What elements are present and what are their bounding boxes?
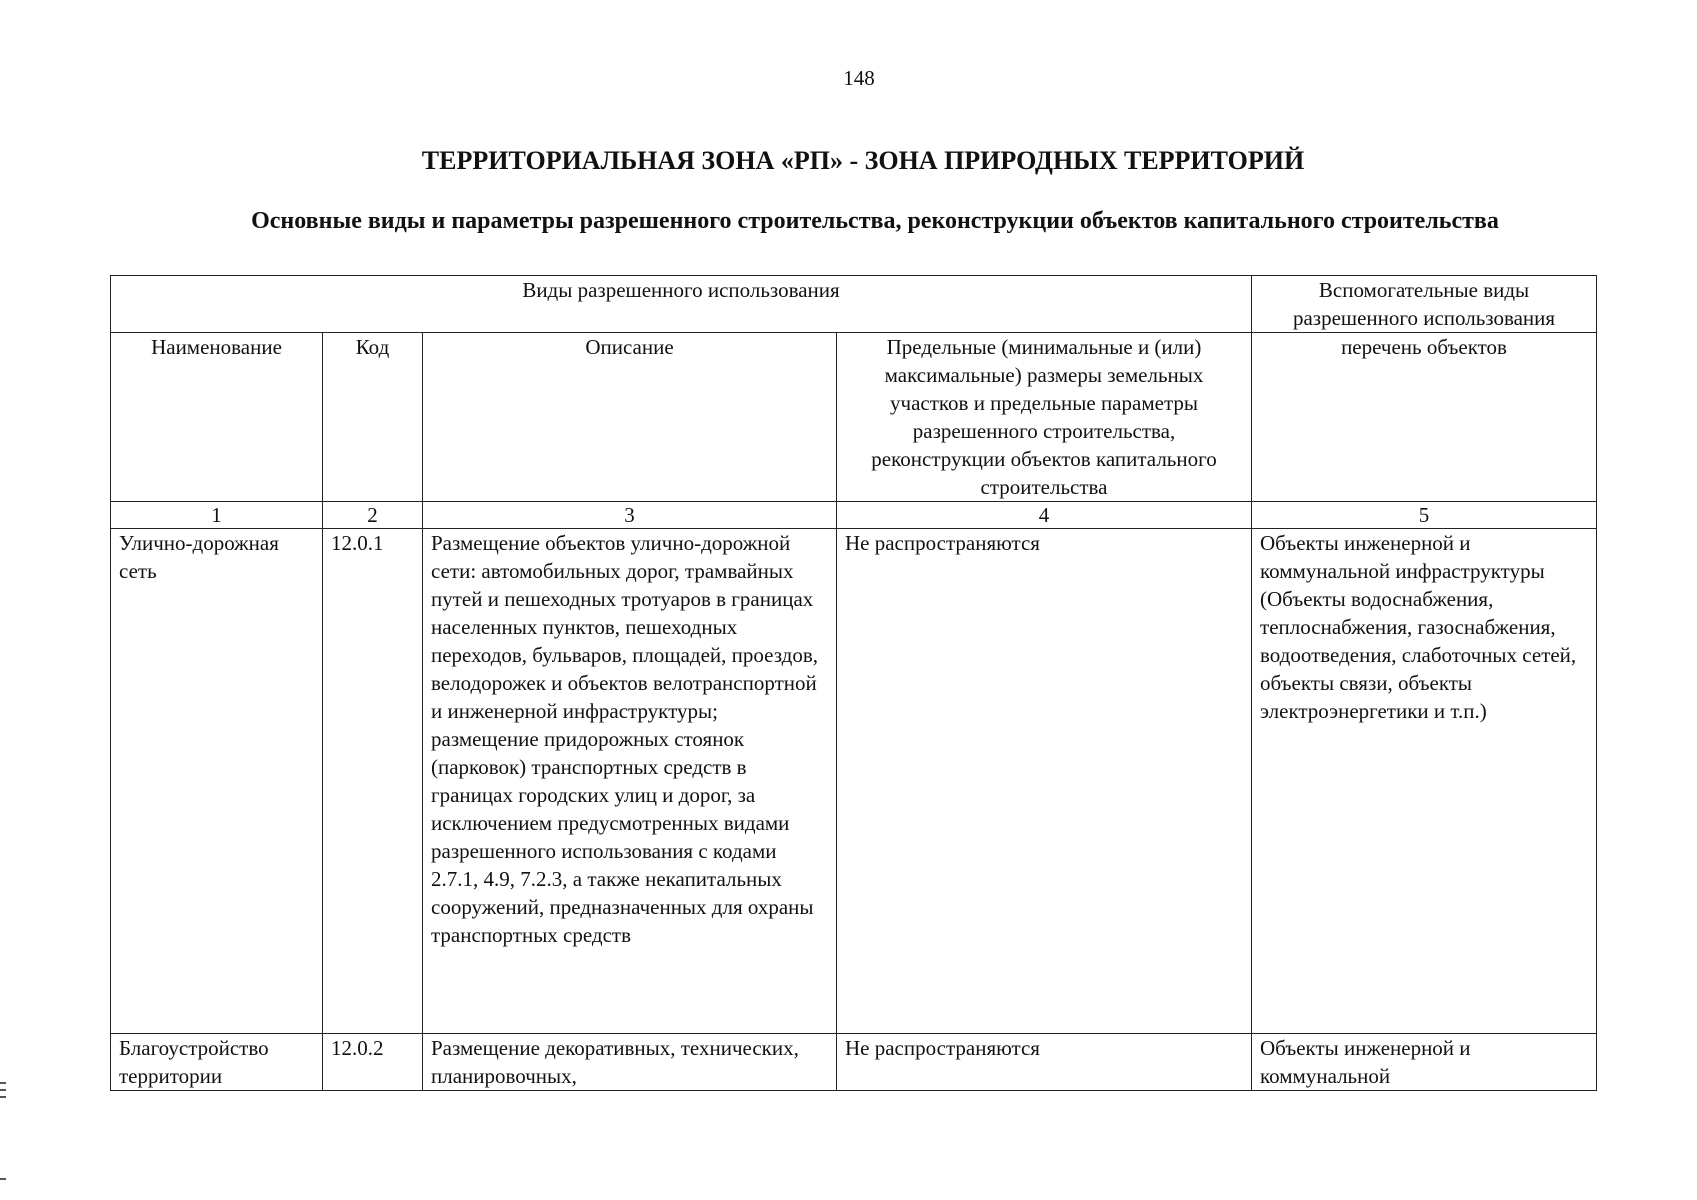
document-title: ТЕРРИТОРИАЛЬНАЯ ЗОНА «РП» - ЗОНА ПРИРОДНЫХ ТЕРРИТОРИЙ xyxy=(421,146,1305,175)
column-header-limits: Предельные (минимальные и (или) максимальные) размеры земельных участков и предельные параметры разрешенного строительства, реконструкции объектов капитального строительства xyxy=(837,333,1252,502)
scan-artifact-mark xyxy=(0,1178,6,1180)
description-paragraph: размещение придорожных стоянок (парковок) транспортных средств в границах городских улиц и дорог, за исключением предусмотренных видами разрешенного использования с кодами 2.7.1, 4.9, 7.2.3, а также некапитальных сооружений, предназначенных для охраны транспортных средств xyxy=(431,727,814,947)
table-row xyxy=(111,529,1597,1034)
cell-code: 12.0.1 xyxy=(323,529,423,1034)
header-permitted-uses: Виды разрешенного использования xyxy=(111,276,1252,333)
scan-artifact-mark xyxy=(0,1089,6,1091)
description-paragraph: Размещение объектов улично-дорожной сети: автомобильных дорог, трамвайных путей и пешеходных тротуаров в границах населенных пунктов, пешеходных переходов, бульваров, площадей, проездов, велодорожек и объектов велотранспортной и инженерной инфраструктуры; xyxy=(431,531,818,723)
table-column-number-row xyxy=(111,502,1597,529)
column-header-code: Код xyxy=(323,333,423,502)
scan-artifact-mark xyxy=(0,1082,6,1084)
column-header-name: Наименование xyxy=(111,333,323,502)
column-number: 4 xyxy=(837,502,1252,529)
column-number: 3 xyxy=(423,502,837,529)
column-header-description: Описание xyxy=(423,333,837,502)
table-column-header-row xyxy=(111,333,1597,502)
table-row xyxy=(111,1034,1597,1091)
column-number: 2 xyxy=(323,502,423,529)
scan-artifact-mark xyxy=(0,1096,6,1098)
cell-description xyxy=(423,529,837,1034)
cell-name: Благоустройство территории xyxy=(111,1034,323,1091)
cell-name: Улично-дорожная сеть xyxy=(111,529,323,1034)
document-subtitle: Основные виды и параметры разрешенного строительства, реконструкции объектов капитального строительства xyxy=(251,208,1499,234)
column-number: 1 xyxy=(111,502,323,529)
header-auxiliary-uses: Вспомогательные виды разрешенного использования xyxy=(1252,276,1597,333)
cell-aux-objects: Объекты инженерной и коммунальной инфраструктуры (Объекты водоснабжения, теплоснабжения, газоснабжения, водоотведения, слаботочных сетей, объекты связи, объекты электроэнергетики и т.п.) xyxy=(1252,529,1597,1034)
table-group-header-row xyxy=(111,276,1597,333)
cell-aux-objects: Объекты инженерной и коммунальной xyxy=(1252,1034,1597,1091)
cell-limits: Не распространяются xyxy=(837,1034,1252,1091)
cell-limits: Не распространяются xyxy=(837,529,1252,1034)
column-number: 5 xyxy=(1252,502,1597,529)
land-use-table xyxy=(110,275,1597,1091)
page-number: 148 xyxy=(843,66,875,90)
column-header-objects-list: перечень объектов xyxy=(1252,333,1597,502)
cell-code: 12.0.2 xyxy=(323,1034,423,1091)
cell-description: Размещение декоративных, технических, планировочных, xyxy=(423,1034,837,1091)
